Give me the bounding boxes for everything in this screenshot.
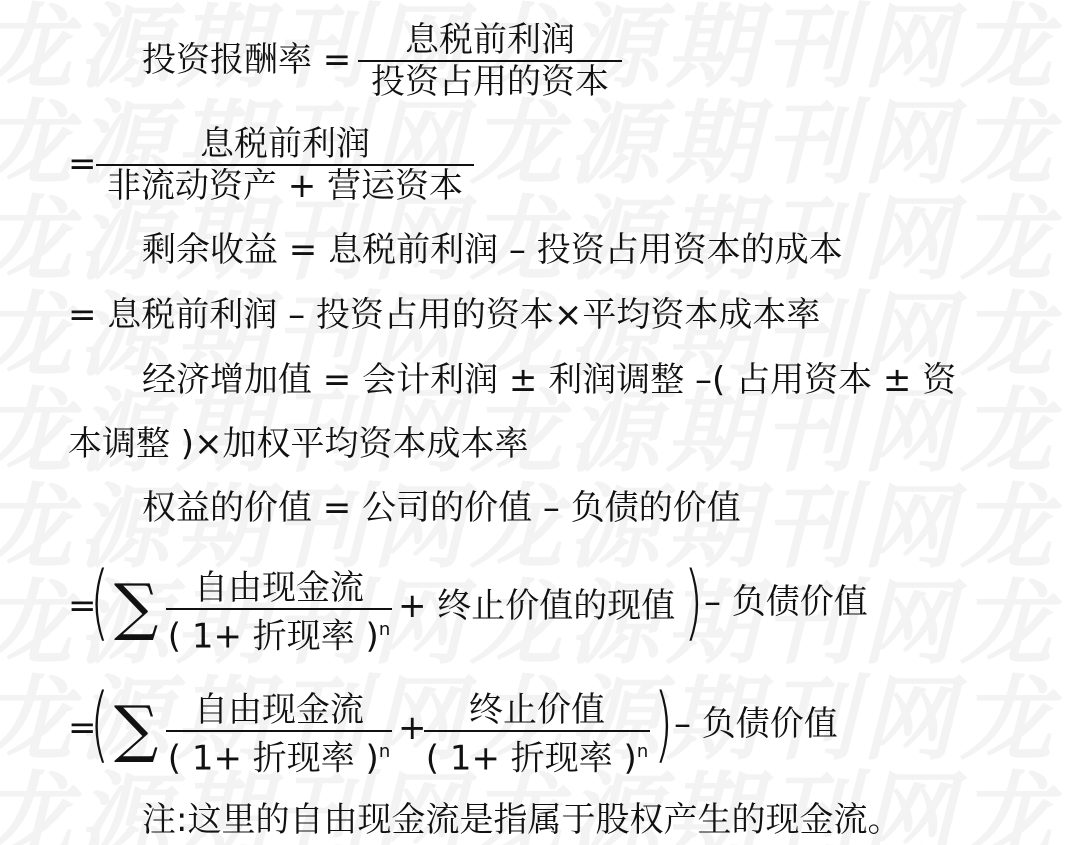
f2-fraction-1 (166, 690, 392, 778)
f2-equals: = (68, 708, 97, 748)
f2-fraction-2 (424, 690, 650, 778)
roi-fraction (358, 20, 622, 102)
eva-line-1: 经济增加值 = 会计利润 ± 利润调整 –( 占用资本 ± 资 (142, 360, 957, 400)
f1-fraction (166, 568, 392, 656)
f2-tail: – 负债价值 (674, 704, 838, 744)
f2-numerator-1: 自由现金流 (194, 690, 364, 730)
roi-denominator: 投资占用的资本 (358, 60, 622, 102)
f1-exponent: n (378, 619, 391, 640)
f2-sigma-icon: ∑ (114, 692, 159, 765)
roi2-equals: = (68, 144, 97, 184)
f1-equals: = (68, 586, 97, 626)
f1-plus-term: + 终止价值的现值 (398, 586, 676, 626)
residual-line-1: 剩余收益 = 息税前利润 – 投资占用资本的成本 (142, 230, 843, 270)
equity-line-1: 权益的价值 = 公司的价值 – 负债的价值 (142, 488, 741, 528)
f2-exponent-2: n (636, 741, 649, 762)
f1-numerator: 自由现金流 (194, 568, 364, 608)
roi2-fraction (96, 124, 474, 206)
roi-label: 投资报酬率 = (142, 40, 352, 80)
f1-denominator: ( 1+ 折现率 )$^n$ (166, 608, 392, 656)
f2-denominator-1: ( 1+ 折现率 )$^n$ (166, 730, 392, 778)
roi2-denominator: 非流动资产 + 营运资本 (96, 164, 474, 206)
f2-right-paren: ) (654, 677, 674, 772)
f2-left-paren: ( (90, 677, 110, 772)
eva-line-2: 本调整 )×加权平均资本成本率 (68, 424, 529, 464)
f2-numerator-2: 终止价值 (469, 690, 605, 730)
f1-tail: – 负债价值 (704, 582, 868, 622)
roi2-numerator: 息税前利润 (200, 124, 370, 164)
note: 注:这里的自由现金流是指属于股权产生的现金流。 (142, 800, 902, 840)
f1-right-paren: ) (684, 555, 704, 650)
f2-exponent-1: n (378, 741, 391, 762)
f1-sigma-icon: ∑ (114, 570, 159, 643)
roi-numerator: 息税前利润 (405, 20, 575, 60)
f2-denominator-2: ( 1+ 折现率 )$^n$ (424, 730, 650, 778)
f1-left-paren: ( (90, 555, 110, 650)
residual-line-2: = 息税前利润 – 投资占用的资本×平均资本成本率 (68, 295, 821, 335)
f2-plus: + (398, 708, 427, 748)
